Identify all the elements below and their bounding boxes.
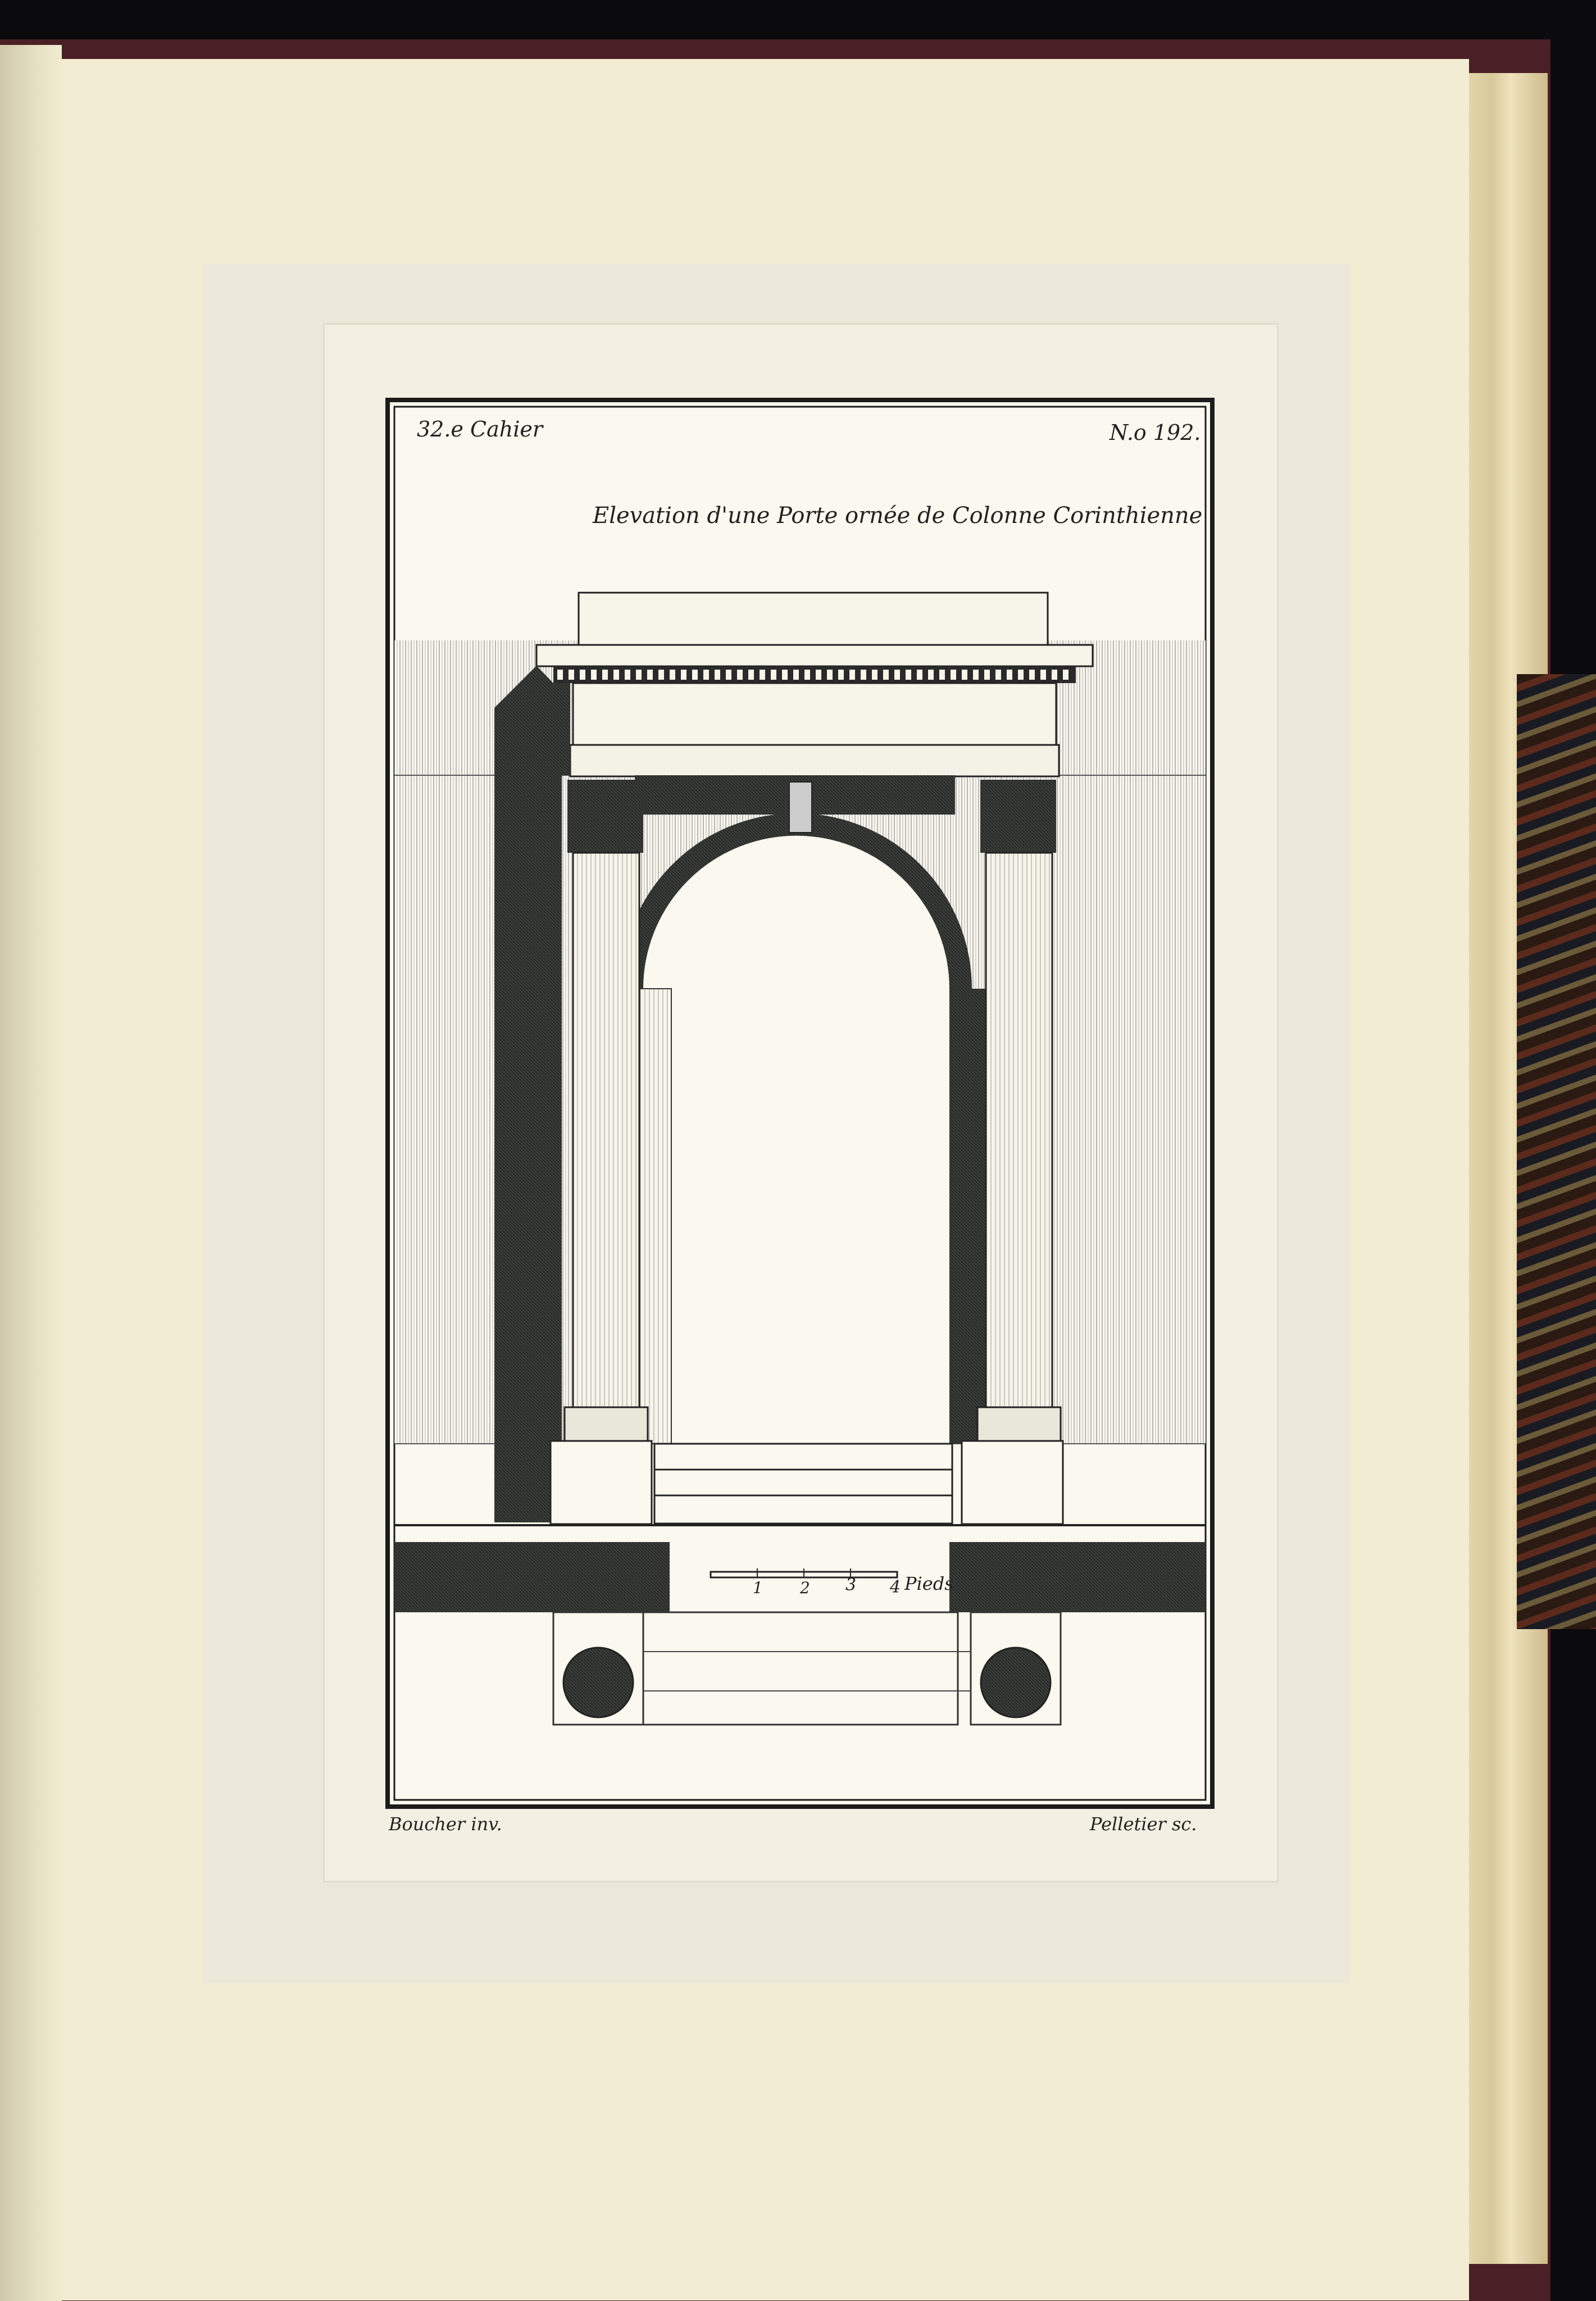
left-pedestal: [551, 1441, 652, 1524]
plate-number: N.o 192.: [1110, 420, 1201, 445]
scale-tick-1: 1: [753, 1579, 763, 1597]
right-pier: [949, 989, 989, 1444]
left-capital: [567, 780, 643, 853]
right-pedestal: [962, 1441, 1063, 1524]
step-2: [654, 1470, 952, 1495]
left-shadow: [494, 666, 570, 1522]
scale-tick-2: 2: [800, 1579, 810, 1597]
arch-opening: [643, 836, 949, 1444]
cornice: [536, 645, 1093, 666]
architrave: [570, 745, 1059, 776]
inventor-credit: Boucher inv.: [389, 1813, 502, 1835]
cahier-label: 32.e Cahier: [417, 417, 543, 442]
left-column-base: [565, 1407, 648, 1441]
scale-tick-3: 3: [845, 1575, 857, 1595]
left-foundation: [394, 1542, 670, 1612]
left-column-plan: [563, 1648, 633, 1717]
frieze: [573, 683, 1056, 745]
right-column-plan: [981, 1648, 1051, 1717]
right-column-base: [977, 1407, 1061, 1441]
attic-block: [579, 593, 1048, 646]
keystone: [789, 782, 812, 833]
right-foundation: [949, 1542, 1206, 1612]
engraver-credit: Pelletier sc.: [1090, 1813, 1197, 1835]
scale-tick-4: 4: [890, 1577, 901, 1597]
right-column-shaft: [986, 853, 1052, 1415]
scale-unit: Pieds: [904, 1573, 954, 1594]
step-3: [654, 1495, 952, 1524]
step-1: [654, 1444, 952, 1470]
left-column-shaft: [573, 853, 639, 1415]
right-capital: [980, 780, 1056, 853]
plate-title: Elevation d'une Porte ornée de Colonne Corinthienne: [593, 503, 1203, 529]
